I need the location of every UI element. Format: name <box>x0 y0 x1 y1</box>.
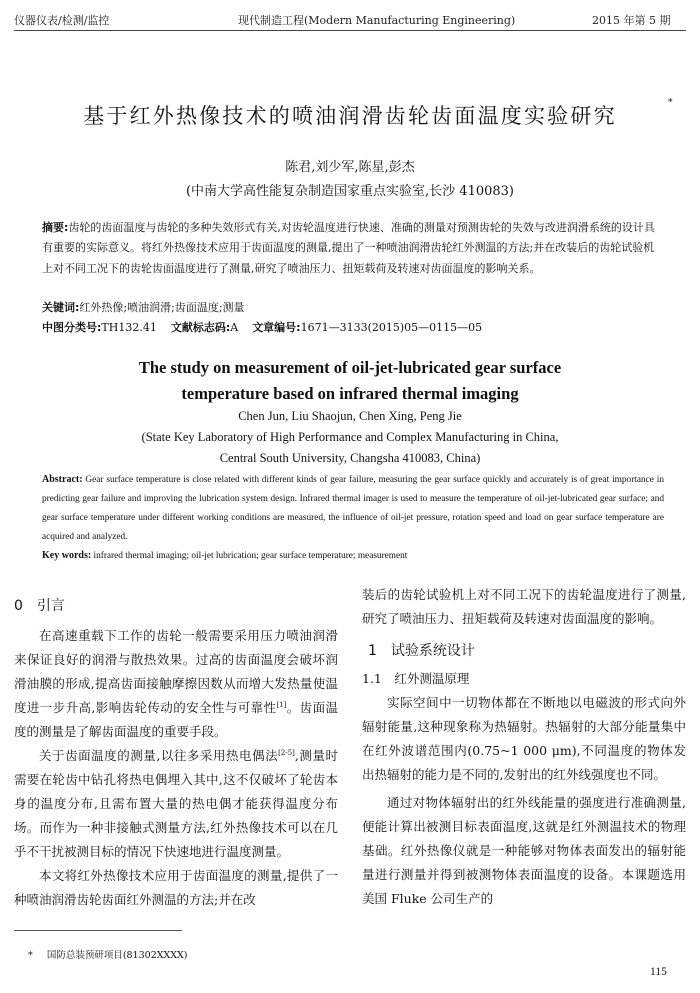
keywords-cn <box>42 298 664 318</box>
classification-line <box>42 318 664 338</box>
article-number-value: 1671—3133(2015)05—0115—05 <box>300 321 483 334</box>
abstract-cn <box>42 218 664 279</box>
section-heading-intro: 0 引言 <box>14 598 65 614</box>
keywords-en <box>42 546 664 566</box>
clc-label: 中图分类号: <box>42 321 102 334</box>
right-column <box>362 583 686 911</box>
section-heading-system: 1 试验系统设计 <box>368 643 475 659</box>
title-en-line1: The study on measurement of oil-jet-lubricated gear surface <box>138 358 562 377</box>
footnote-text: 国防总装预研项目(81302XXXX) <box>46 950 188 961</box>
doc-code-label: 文献标志码: <box>170 321 231 334</box>
ir-paragraph-2: 通过对物体辐射出的红外线能量的强度进行准确测量,便能计算出被测目标表面温度,这就是红外测温技术的物理基础。红外热像仪就是一种能够对物体表面发出的辐射能量进行测量并得到被测物体表面温度的设备。本课题选用美国 Fluke 公司生产的 <box>362 795 686 906</box>
running-header-left: 仪器仪表/检测/监控 <box>14 14 110 27</box>
footnote-rule <box>14 930 182 931</box>
page-number: 115 <box>650 966 667 978</box>
intro-paragraph-2: 关于齿面温度的测量,以往多采用热电偶法[2-5],测量时需要在轮齿中钻孔将热电偶埋入其中,这不仅破坏了轮齿本身的温度分布,且需布置大量的热电偶才能获得温度分布场。而作为一种非接触式测量方法,红外热像技术可以在几乎不干扰被测目标的情况下快速地进行温度测量。 <box>14 748 338 859</box>
abstract-en-text: Gear surface temperature is close related with different kinds of gear failure, measuring the gear surface quickly and accurately is of great importance in predicting gear failure and improving the lubrication system design. Infrared thermal imager is used to measure the temperature of oil-jet-lubricated gear surface; and gear surface temperature under different working conditions are measured, the influence of oil-jet pressure, rotation speed and load on gear surface temperature are acquired and analyzed. <box>42 475 665 542</box>
header-rule <box>14 30 686 31</box>
title-en-line2: temperature based on infrared thermal imaging <box>181 384 519 403</box>
affiliation-cn: (中南大学高性能复杂制造国家重点实验室,长沙 410083) <box>185 184 515 199</box>
clc-value: TH132.41 <box>101 321 157 334</box>
ir-paragraph-1: 实际空间中一切物体都在不断地以电磁波的形式向外辐射能量,这种现象称为热辐射。热辐射的大部分能量集中在红外波谱范围内(0.75~1 000 μm),不同温度的物体发出热辐射的能力是不同的,发射出的红外线强度也不同。 <box>362 695 686 782</box>
keywords-en-label: Key words: <box>42 550 92 561</box>
keywords-cn-text: 红外热像;喷油润滑;齿面温度;测量 <box>79 301 245 314</box>
citation-ref-1[interactable]: [1] <box>276 700 287 709</box>
footnote <box>28 947 188 961</box>
abstract-cn-text: 齿轮的齿面温度与齿轮的多种失效形式有关,对齿轮温度进行快速、准确的测量对预测齿轮的失效与改进润滑系统的设计具有重要的实际意义。将红外热像技术应用于齿面温度的测量,提出了一种喷油润滑齿轮红外测温的方法;并在改装后的齿轮试验机上对不同工况下的齿轮齿面温度进行了测量,研究了喷油压力、扭矩载荷及转速对齿面温度的影响关系。 <box>42 221 655 275</box>
subsection-heading-ir: 1.1 红外测温原理 <box>362 671 470 686</box>
article-number-label: 文章编号: <box>252 321 301 334</box>
intro-paragraph-3: 本文将红外热像技术应用于齿面温度的测量,提供了一种喷油润滑齿轮齿面红外测温的方法;并在改 <box>14 868 338 907</box>
abstract-en-label: Abstract: <box>42 474 83 485</box>
keywords-cn-label: 关键词: <box>42 301 80 314</box>
doc-code-value: A <box>230 321 239 334</box>
keywords-en-text: infrared thermal imaging; oil-jet lubrication; gear surface temperature; measurement <box>93 551 408 561</box>
authors-en: Chen Jun, Liu Shaojun, Chen Xing, Peng Jie <box>238 409 462 423</box>
abstract-cn-label: 摘要: <box>42 221 69 234</box>
authors-cn: 陈君,刘少军,陈星,彭杰 <box>285 160 415 175</box>
citation-ref-2-5[interactable]: [2-5] <box>278 748 295 757</box>
left-column <box>14 594 338 912</box>
running-header-center: 现代制造工程(Modern Manufacturing Engineering) <box>238 14 516 27</box>
affiliation-en-line2: Central South University, Changsha 410083, China) <box>219 451 481 465</box>
running-header-right: 2015 年第 5 期 <box>592 14 671 27</box>
abstract-en <box>42 470 664 547</box>
affiliation-en-line1: (State Key Laboratory of High Performance and Complex Manufacturing in China, <box>141 430 559 444</box>
title-footnote-mark: * <box>668 98 673 108</box>
intro-paragraph-1: 在高速重载下工作的齿轮一般需要采用压力喷油润滑来保证良好的润滑与散热效果。过高的齿面温度会破坏润滑油膜的形成,提高齿面接触摩擦因数从而增大发热量使温度进一步升高,影响齿轮传动的安全性与可靠性[1]。齿面温度的测量是了解齿面温度的重要手段。 <box>14 628 338 739</box>
title-cn: 基于红外热像技术的喷油润滑齿轮齿面温度实验研究 <box>83 104 617 128</box>
continued-paragraph: 装后的齿轮试验机上对不同工况下的齿轮温度进行了测量,研究了喷油压力、扭矩载荷及转速对齿面温度的影响。 <box>362 587 686 626</box>
footnote-mark: * <box>28 950 33 961</box>
